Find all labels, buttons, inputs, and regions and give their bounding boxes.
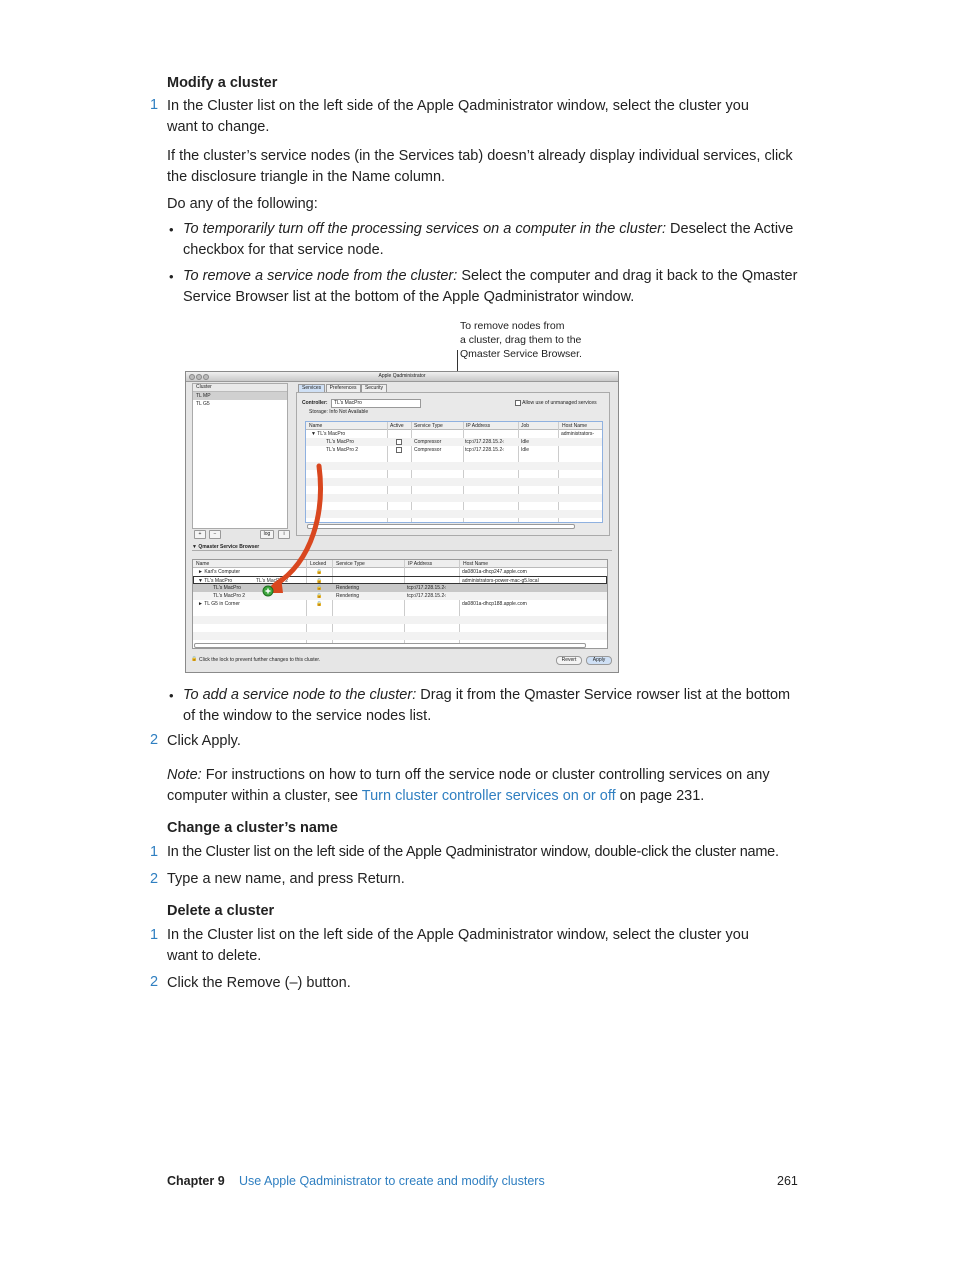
- log-button[interactable]: log: [260, 530, 274, 539]
- paragraph: Do any of the following:: [167, 196, 318, 212]
- apply-button[interactable]: Apply: [586, 656, 612, 665]
- controller-label: Controller:: [302, 400, 328, 406]
- controller-select[interactable]: TL's MacPro: [331, 399, 421, 408]
- drag-ghost-label: TL's MacPro 2: [256, 578, 289, 584]
- bullet-text: To remove a service node from the cluster: Select the computer and drag it back to the Qmaster Service Browser list at the bottom of the Apple Qadministrator window.: [183, 268, 798, 305]
- step-number: 1: [150, 844, 159, 860]
- step-number: 1: [150, 97, 159, 113]
- lock-icon: 🔒: [316, 601, 323, 607]
- bullet: •: [169, 269, 174, 284]
- step-number: 2: [150, 974, 159, 990]
- col-header[interactable]: Active: [390, 423, 404, 429]
- paragraph: If the cluster’s service nodes (in the Services tab) doesn’t already display individual services, click the disclosure triangle in the Name column.: [167, 148, 793, 185]
- tab-services[interactable]: Services: [298, 384, 325, 393]
- col-header[interactable]: IP Address: [408, 561, 433, 567]
- cell-name: TL's MacPro: [326, 439, 354, 445]
- col-header[interactable]: Job: [521, 423, 530, 429]
- lock-icon[interactable]: 🔒: [191, 656, 198, 662]
- drag-arrow: [185, 371, 617, 671]
- col-header[interactable]: Service Type: [336, 561, 365, 567]
- cell-host: administrators-power-mac-g5.local: [462, 578, 539, 584]
- revert-button[interactable]: Revert: [556, 656, 582, 665]
- cell-name: TL's MacPro 2: [326, 447, 359, 453]
- cell-ip: tcp://17.228.15.2‹: [465, 439, 504, 445]
- remove-cluster-button[interactable]: −: [209, 530, 221, 539]
- cell-name: ▼ TL's MacPro: [311, 431, 346, 437]
- step-text: In the Cluster list on the left side of the Apple Qadministrator window, select the cluster you want to delete.: [167, 927, 749, 964]
- cell-service: Compressor: [414, 439, 442, 445]
- lock-icon: 🔒: [316, 585, 323, 591]
- info-button[interactable]: i: [278, 530, 290, 539]
- step-number: 1: [150, 927, 159, 943]
- callout-text: To remove nodes from a cluster, drag them to the Qmaster Service Browser.: [460, 320, 582, 360]
- bullet: •: [169, 688, 174, 703]
- cell-job: Idle: [521, 447, 530, 453]
- step-number: 2: [150, 871, 159, 887]
- storage-text: Storage: Info Not Available: [309, 409, 369, 415]
- step-number: 2: [150, 732, 159, 748]
- col-header[interactable]: Service Type: [414, 423, 443, 429]
- step-text: Click the Remove (–) button.: [167, 975, 351, 991]
- add-cluster-button[interactable]: +: [194, 530, 206, 539]
- cluster-item[interactable]: TL G5: [196, 401, 210, 407]
- cell-name: ► TL G5 in Corner: [198, 601, 240, 607]
- note: Note: For instructions on how to turn off the service node or cluster controlling services on any computer within a cluster, see Turn cluster controller services on or off on page 231.: [167, 767, 770, 804]
- cell-name: TL's MacPro: [213, 585, 241, 591]
- section-heading-rename: Change a cluster’s name: [167, 820, 338, 836]
- lock-icon: 🔒: [316, 569, 323, 575]
- section-heading-delete: Delete a cluster: [167, 903, 275, 919]
- step-text: Type a new name, and press Return.: [167, 871, 405, 887]
- cell-name: TL's MacPro 2: [213, 593, 246, 599]
- cluster-header: Cluster: [193, 384, 287, 392]
- cell-job: Idle: [521, 439, 530, 445]
- bullet-text: To add a service node to the cluster: Drag it from the Qmaster Service rowser list at the bottom of the window to the service nodes list.: [183, 687, 791, 724]
- footer-chapter-title[interactable]: Use Apple Qadministrator to create and modify clusters: [239, 1174, 545, 1188]
- cross-reference-link[interactable]: Turn cluster controller services on or off: [361, 788, 616, 804]
- checkbox-label: Allow use of unmanaged services: [522, 400, 597, 406]
- page-number: 261: [777, 1174, 798, 1188]
- col-header[interactable]: Host Name: [562, 423, 588, 429]
- bullet: •: [169, 222, 174, 237]
- window-title: Apple Qadministrator: [378, 373, 426, 379]
- lock-icon: 🔒: [316, 578, 323, 584]
- step-text: In the Cluster list on the left side of the Apple Qadministrator window, double-click the cluster name.: [167, 844, 779, 860]
- cell-ip: tcp://17.228.15.2‹: [407, 585, 446, 591]
- cell-service: Rendering: [336, 593, 360, 599]
- cell-host: da0801a-dhcp247.apple.com: [462, 569, 527, 575]
- col-header[interactable]: Locked: [310, 561, 327, 567]
- cell-ip: tcp://17.228.15.2‹: [407, 593, 446, 599]
- section-heading-modify: Modify a cluster: [167, 75, 278, 91]
- cell-service: Rendering: [336, 585, 360, 591]
- col-header[interactable]: Name: [196, 561, 210, 567]
- col-header[interactable]: Name: [309, 423, 323, 429]
- cell-host: da0801a-dhcp188.apple.com: [462, 601, 527, 607]
- col-header[interactable]: IP Address: [466, 423, 491, 429]
- footer-chapter: Chapter 9: [167, 1174, 225, 1188]
- cluster-item[interactable]: TL MP: [193, 392, 287, 400]
- cell-name: ► Karl's Computer: [198, 569, 241, 575]
- cell-service: Compressor: [414, 447, 442, 453]
- step-text: Click Apply.: [167, 733, 241, 749]
- bullet-text: To temporarily turn off the processing services on a computer in the cluster: Deselect the Active checkbox for that service node.: [183, 221, 794, 258]
- step-text: In the Cluster list on the left side of the Apple Qadministrator window, select the cluster you want to change.: [167, 98, 749, 135]
- lock-text: Click the lock to prevent further changes to this cluster.: [199, 657, 321, 663]
- browser-label[interactable]: ▼ Qmaster Service Browser: [192, 544, 260, 550]
- col-header[interactable]: Host Name: [463, 561, 489, 567]
- lock-icon: 🔒: [316, 593, 323, 599]
- tab-preferences[interactable]: Preferences: [326, 384, 361, 393]
- cell-host: administrators-: [561, 431, 595, 437]
- cell-name: ▼ TL's MacPro: [198, 578, 233, 584]
- tab-security[interactable]: Security: [361, 384, 387, 393]
- cell-ip: tcp://17.228.15.2‹: [465, 447, 504, 453]
